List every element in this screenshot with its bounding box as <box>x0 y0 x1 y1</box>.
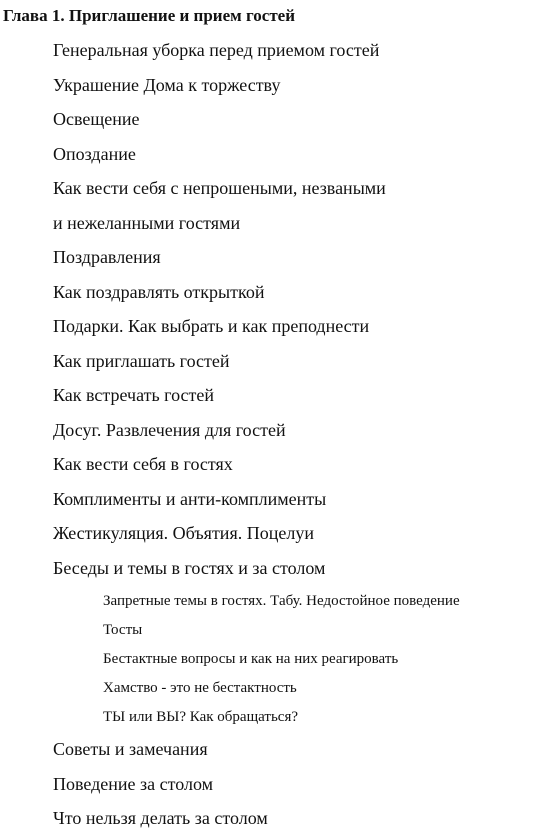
toc-entry: Что нельзя делать за столом <box>53 808 268 828</box>
toc-subentry: Бестактные вопросы и как на них реагировать <box>103 651 399 667</box>
toc-entry: Как поздравлять открыткой <box>53 282 265 302</box>
toc-subentry: Тосты <box>103 622 143 638</box>
toc-entry: Комплименты и анти-комплименты <box>53 489 327 509</box>
toc-subentry: Хамство - это не бестактность <box>103 680 297 696</box>
toc-entry: Досуг. Развлечения для гостей <box>53 420 286 440</box>
toc-subentry: Запретные темы в гостях. Табу. Недостойное поведение <box>103 593 460 609</box>
toc-entry: Поздравления <box>53 247 161 267</box>
toc-entry: Как приглашать гостей <box>53 351 230 371</box>
toc-entry: Генеральная уборка перед приемом гостей <box>53 40 380 60</box>
toc-entry: Подарки. Как выбрать и как преподнести <box>53 316 370 336</box>
toc-entry: и нежеланными гостями <box>53 213 241 233</box>
toc-entry: Как вести себя с непрошеными, незваными <box>53 178 386 198</box>
toc-entry: Поведение за столом <box>53 774 214 794</box>
toc-entry: Опоздание <box>53 144 136 164</box>
toc-entry: Украшение Дома к торжеству <box>53 75 281 95</box>
toc-entry: Советы и замечания <box>53 739 208 759</box>
toc-subentry: ТЫ или ВЫ? Как обращаться? <box>103 709 298 725</box>
toc-entry: Освещение <box>53 109 140 129</box>
toc-entry: Беседы и темы в гостях и за столом <box>53 558 326 578</box>
chapter-title: Глава 1. Приглашение и прием гостей <box>3 6 296 25</box>
toc-entry: Как вести себя в гостях <box>53 454 233 474</box>
toc-entry: Как встречать гостей <box>53 385 215 405</box>
toc-entry: Жестикуляция. Объятия. Поцелуи <box>53 523 314 543</box>
